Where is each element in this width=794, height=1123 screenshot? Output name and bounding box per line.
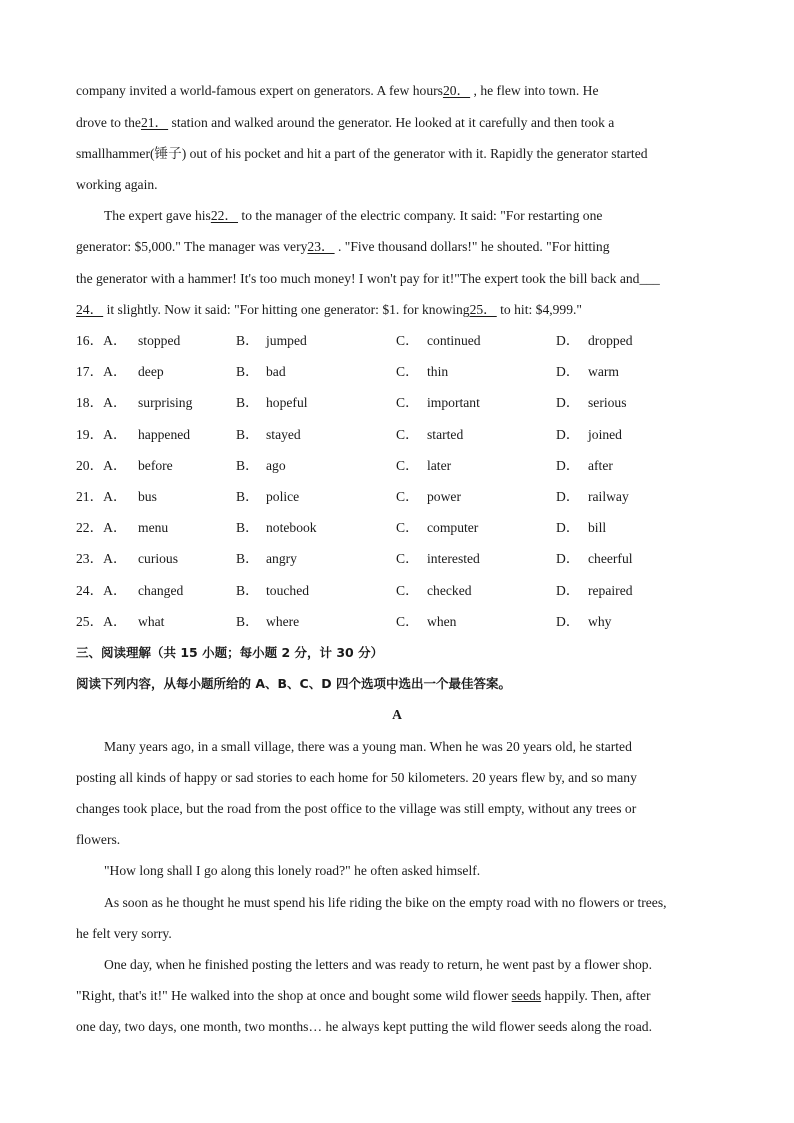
text: , he flew into town. He bbox=[470, 83, 599, 98]
option-num: 16．A． bbox=[76, 333, 127, 348]
blank-25: 25． bbox=[469, 302, 497, 317]
option-b: notebook bbox=[266, 520, 317, 536]
text: "Right, that's it!" He walked into the shop at once and bought some wild flower bbox=[76, 988, 512, 1003]
option-b: bad bbox=[266, 364, 286, 380]
option-b-label: B． bbox=[236, 520, 259, 536]
option-b-label: B． bbox=[236, 333, 259, 348]
option-a: happened bbox=[138, 426, 191, 442]
reading-line-3: changes took place, but the road from the post office to the village was still empty, without any trees or bbox=[76, 801, 637, 816]
option-d-label: D． bbox=[556, 395, 580, 411]
option-d-label: D． bbox=[556, 333, 580, 348]
cloze-line-8 bbox=[76, 301, 582, 319]
reading-line-6: As soon as he thought he must spend his life riding the bike on the empty road with no flowers or trees, bbox=[104, 895, 667, 910]
passage-label: A bbox=[392, 707, 402, 722]
option-c-label: C． bbox=[396, 364, 419, 380]
option-b-label: B． bbox=[236, 613, 259, 629]
option-a: deep bbox=[138, 364, 164, 380]
option-row bbox=[76, 613, 716, 631]
section-instruction: 阅读下列内容，从每小题所给的 A、B、C、D 四个选项中选出一个最佳答案。 bbox=[76, 676, 511, 691]
option-b: police bbox=[266, 489, 300, 504]
option-d-label: D． bbox=[556, 426, 580, 442]
option-c-label: C． bbox=[396, 613, 419, 629]
option-c-label: C． bbox=[396, 489, 419, 504]
option-a: changed bbox=[138, 582, 184, 598]
reading-line-5: "How long shall I go along this lonely road?" he often asked himself. bbox=[104, 863, 481, 878]
reading-line-9 bbox=[76, 987, 651, 1005]
option-c: continued bbox=[427, 333, 481, 348]
option-b-label: B． bbox=[236, 582, 259, 598]
reading-line-10: one day, two days, one month, two months… he always kept putting the wild flower seeds along the road. bbox=[76, 1019, 652, 1034]
cloze-line-3: smallhammer(锤子) out of his pocket and hit a part of the generator with it. Rapidly the generator started bbox=[76, 146, 648, 161]
option-b: touched bbox=[266, 582, 310, 598]
option-b: hopeful bbox=[266, 395, 308, 411]
reading-line-7: he felt very sorry. bbox=[76, 926, 172, 941]
underlined-word: seeds bbox=[511, 988, 542, 1003]
option-d: dropped bbox=[588, 333, 633, 348]
option-d-label: D． bbox=[556, 489, 580, 504]
text: drove to the bbox=[76, 115, 141, 130]
cloze-line-2 bbox=[76, 114, 614, 132]
blank-22: 22． bbox=[210, 208, 239, 223]
option-row bbox=[76, 519, 716, 537]
option-d: why bbox=[588, 613, 612, 629]
option-c: interested bbox=[427, 551, 480, 567]
option-d-label: D． bbox=[556, 520, 580, 536]
option-row bbox=[76, 582, 716, 600]
text: to hit: $4,999." bbox=[496, 302, 582, 317]
option-c: thin bbox=[427, 364, 449, 380]
option-d: cheerful bbox=[588, 551, 633, 567]
option-b-label: B． bbox=[236, 489, 259, 504]
option-d-label: D． bbox=[556, 582, 580, 598]
option-d-label: D． bbox=[556, 364, 580, 380]
option-d: bill bbox=[588, 520, 607, 536]
blank-21: 21． bbox=[140, 115, 169, 130]
option-c: started bbox=[427, 426, 464, 442]
option-c-label: C． bbox=[396, 333, 419, 348]
text: The expert gave his bbox=[104, 208, 211, 223]
option-d: joined bbox=[588, 426, 622, 442]
option-row bbox=[76, 332, 716, 350]
option-num: 23．A． bbox=[76, 551, 127, 567]
option-b-label: B． bbox=[236, 395, 259, 411]
blank-24: 24． bbox=[76, 302, 104, 317]
option-a: bus bbox=[138, 489, 157, 504]
cloze-line-7: the generator with a hammer! It's too much money! I won't pay for it!"The expert took the bill back and___ bbox=[76, 271, 660, 286]
reading-line-1: Many years ago, in a small village, there was a young man. When he was 20 years old, he started bbox=[104, 739, 632, 754]
option-d: serious bbox=[588, 395, 627, 411]
reading-line-8: One day, when he finished posting the letters and was ready to return, he went past by a flower shop. bbox=[104, 957, 653, 972]
option-c: important bbox=[427, 395, 480, 411]
cloze-line-4: working again. bbox=[76, 177, 158, 192]
cloze-line-1 bbox=[76, 82, 598, 100]
option-a: what bbox=[138, 613, 165, 629]
option-num: 17．A． bbox=[76, 364, 127, 380]
option-b: angry bbox=[266, 551, 297, 567]
text: to the manager of the electric company. It said: "For restarting one bbox=[238, 208, 603, 223]
option-b-label: B． bbox=[236, 551, 259, 567]
option-d: repaired bbox=[588, 582, 633, 598]
cloze-line-6 bbox=[76, 238, 610, 256]
text: it slightly. Now it said: "For hitting one generator: $1. for knowing bbox=[103, 302, 470, 317]
option-d: after bbox=[588, 457, 613, 473]
option-b-label: B． bbox=[236, 426, 259, 442]
option-num: 25．A． bbox=[76, 613, 127, 629]
option-c: power bbox=[427, 489, 461, 504]
option-c-label: C． bbox=[396, 426, 419, 442]
section-title: 三、阅读理解（共 15 小题；每小题 2 分，计 30 分） bbox=[76, 645, 384, 660]
option-a: stopped bbox=[138, 333, 181, 348]
reading-line-2: posting all kinds of happy or sad stories to each home for 50 kilometers. 20 years flew by, and so many bbox=[76, 770, 637, 785]
option-num: 24．A． bbox=[76, 582, 127, 598]
option-c: computer bbox=[427, 520, 479, 536]
option-d-label: D． bbox=[556, 613, 580, 629]
option-a: curious bbox=[138, 551, 179, 567]
option-b: where bbox=[266, 613, 300, 629]
option-row bbox=[76, 488, 716, 506]
option-c-label: C． bbox=[396, 395, 419, 411]
option-b: stayed bbox=[266, 426, 301, 442]
option-a: surprising bbox=[138, 395, 193, 411]
option-a: before bbox=[138, 457, 173, 473]
text: . "Five thousand dollars!" he shouted. "For hitting bbox=[334, 239, 610, 254]
option-c-label: C． bbox=[396, 582, 419, 598]
option-row bbox=[76, 426, 716, 444]
text: company invited a world-famous expert on generators. A few hours bbox=[76, 83, 443, 98]
option-c-label: C． bbox=[396, 551, 419, 567]
cloze-line-5 bbox=[104, 207, 602, 225]
option-d: warm bbox=[588, 364, 619, 380]
text: happily. Then, after bbox=[541, 988, 651, 1003]
option-num: 20．A． bbox=[76, 457, 127, 473]
reading-line-4: flowers. bbox=[76, 832, 121, 847]
option-row bbox=[76, 394, 716, 412]
option-num: 21．A． bbox=[76, 489, 127, 504]
option-b: jumped bbox=[266, 333, 307, 348]
option-num: 18．A． bbox=[76, 395, 127, 411]
option-row bbox=[76, 550, 716, 568]
blank-20: 20． bbox=[442, 83, 471, 98]
option-num: 19．A． bbox=[76, 426, 127, 442]
option-b: ago bbox=[266, 457, 286, 473]
option-row bbox=[76, 457, 716, 475]
option-d-label: D． bbox=[556, 457, 580, 473]
option-row bbox=[76, 363, 716, 381]
option-c: checked bbox=[427, 582, 472, 598]
option-d-label: D． bbox=[556, 551, 580, 567]
option-c: later bbox=[427, 457, 452, 473]
option-b-label: B． bbox=[236, 457, 259, 473]
option-c-label: C． bbox=[396, 520, 419, 536]
option-a: menu bbox=[138, 520, 169, 536]
text: generator: $5,000." The manager was very bbox=[76, 239, 308, 254]
option-c-label: C． bbox=[396, 457, 419, 473]
option-d: railway bbox=[588, 489, 629, 504]
text: station and walked around the generator. He looked at it carefully and then took a bbox=[168, 115, 615, 130]
option-num: 22．A． bbox=[76, 520, 127, 536]
option-c: when bbox=[427, 613, 457, 629]
blank-23: 23． bbox=[307, 239, 335, 254]
option-b-label: B． bbox=[236, 364, 259, 380]
